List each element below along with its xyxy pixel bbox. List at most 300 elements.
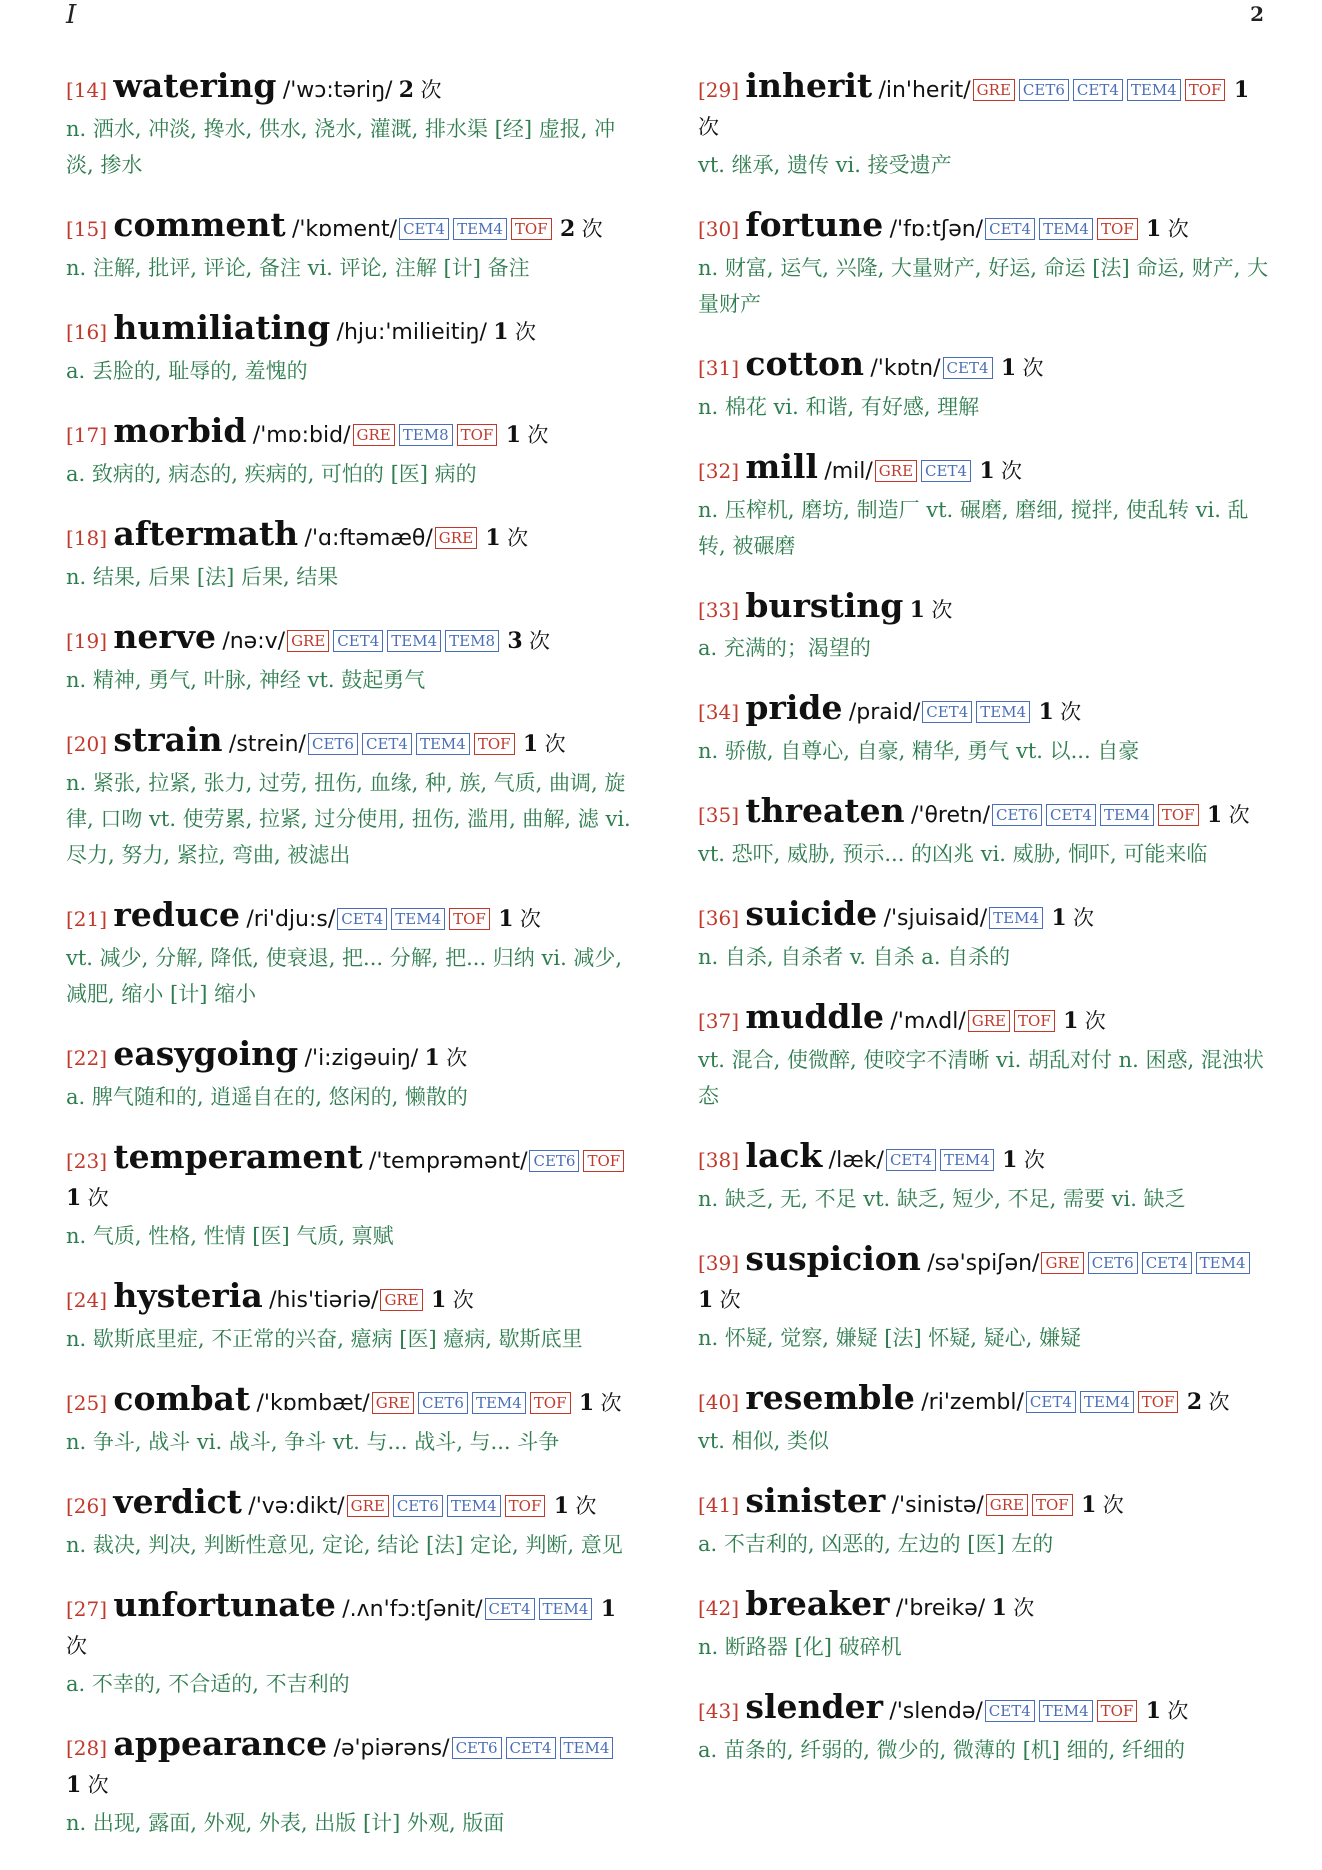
entry-index: [22] [66, 1046, 108, 1070]
exam-tag-tem4: TEM4 [1100, 804, 1154, 826]
entry-headline [66, 1587, 636, 1664]
count-unit: 次 [1084, 1009, 1106, 1033]
phonetic: /ri'dju:s/ [246, 907, 336, 932]
entry-headline [698, 588, 1270, 628]
exam-tag-cet4: CET4 [337, 908, 387, 930]
phonetic: /'temprəmənt/ [368, 1149, 528, 1174]
exam-tag-tem4: TEM4 [472, 1392, 526, 1414]
exam-tag-cet4: CET4 [399, 218, 449, 240]
occurrence-count: 1 [600, 1596, 617, 1622]
headword: humiliating [113, 308, 331, 347]
phonetic: /.ʌn'fɔ:tʃənit/ [342, 1597, 483, 1622]
occurrence-count: 1 [698, 1287, 714, 1313]
occurrence-count: 1 [1051, 905, 1067, 931]
entry-index: [28] [66, 1736, 108, 1760]
count-unit: 次 [66, 1634, 87, 1658]
entry-headline [66, 1484, 636, 1525]
occurrence-count: 1 [498, 906, 514, 932]
phonetic: /strein/ [228, 732, 306, 757]
exam-tag-tof: TOF [449, 908, 490, 930]
count-unit: 次 [575, 1494, 597, 1518]
phonetic: /'ɑ:ftəmæθ/ [304, 526, 433, 551]
right-column [698, 68, 1270, 1792]
exam-tag-tof: TOF [1138, 1391, 1179, 1413]
entry-headline [698, 896, 1270, 937]
phonetic: /'i:zigəuiŋ/ [304, 1046, 419, 1071]
entry-index: [40] [698, 1390, 740, 1414]
exam-tag-tof: TOF [583, 1150, 624, 1172]
count-unit: 次 [507, 526, 529, 550]
phonetic: /'fɒ:tʃən/ [889, 217, 984, 242]
vocab-entry [66, 207, 636, 286]
exam-tag-gre: GRE [986, 1494, 1028, 1516]
entry-headline [698, 1483, 1270, 1524]
entry-index: [30] [698, 217, 740, 241]
occurrence-count: 2 [398, 77, 415, 103]
phonetic: /'kɒtn/ [870, 356, 941, 381]
entry-index: [33] [698, 598, 740, 622]
exam-tag-gre: GRE [973, 79, 1015, 101]
exam-tag-tof: TOF [511, 218, 552, 240]
count-unit: 次 [600, 1391, 622, 1415]
definition: vt. 相似, 类似 [698, 1429, 830, 1453]
vocab-entry [66, 1484, 636, 1563]
headword: appearance [113, 1724, 328, 1763]
headword: comment [113, 205, 286, 244]
exam-tag-cet4: CET4 [1046, 804, 1096, 826]
entry-headline [698, 1586, 1270, 1627]
headword: breaker [745, 1584, 890, 1623]
headword: muddle [745, 997, 885, 1036]
phonetic: /hju:'milieitiŋ/ [336, 320, 487, 345]
definition: n. 精神, 勇气, 叶脉, 神经 vt. 鼓起勇气 [66, 668, 426, 692]
exam-tag-tem4: TEM4 [387, 630, 441, 652]
occurrence-count: 1 [1038, 699, 1054, 725]
entry-headline [66, 897, 636, 938]
definition: n. 怀疑, 觉察, 嫌疑 [法] 怀疑, 疑心, 嫌疑 [698, 1326, 1082, 1350]
vocab-entry [66, 619, 636, 698]
phonetic: /'mʌdl/ [890, 1009, 966, 1034]
exam-tag-cet4: CET4 [1026, 1391, 1076, 1413]
headword: unfortunate [113, 1585, 336, 1624]
exam-tag-gre: GRE [1041, 1252, 1083, 1274]
phonetic: /'sinistə/ [891, 1493, 984, 1518]
occurrence-count: 1 [578, 1390, 595, 1416]
occurrence-count: 2 [560, 216, 576, 242]
headword: watering [113, 66, 277, 105]
count-unit: 次 [931, 598, 953, 622]
definition: vt. 减少, 分解, 降低, 使衰退, 把... 分解, 把... 归纳 vi. 减少, 减肥, 缩小 [计] 缩小 [66, 946, 623, 1006]
vocab-entry [66, 413, 636, 492]
phonetic: /nə:v/ [222, 629, 286, 654]
vocab-entry [698, 1586, 1270, 1665]
definition: vt. 继承, 遗传 vi. 接受遗产 [698, 153, 952, 177]
entry-headline [66, 722, 636, 763]
entry-index: [23] [66, 1149, 108, 1173]
exam-tag-tem8: TEM8 [399, 424, 453, 446]
vocab-entry [698, 896, 1270, 975]
occurrence-count: 1 [66, 1185, 82, 1211]
count-unit: 次 [1023, 1148, 1045, 1172]
phonetic: /'kɒment/ [291, 217, 398, 242]
exam-tag-tem4: TEM4 [453, 218, 507, 240]
exam-tag-gre: GRE [353, 424, 395, 446]
count-unit: 次 [1022, 356, 1044, 380]
occurrence-count: 1 [1233, 77, 1250, 103]
vocab-entry [698, 1138, 1270, 1217]
entry-index: [25] [66, 1391, 108, 1415]
occurrence-count: 1 [1206, 802, 1223, 828]
definition: a. 致病的, 病态的, 疾病的, 可怕的 [医] 病的 [66, 462, 477, 486]
exam-tag-tof: TOF [1032, 1494, 1073, 1516]
exam-tag-cet6: CET6 [418, 1392, 468, 1414]
definition: n. 争斗, 战斗 vi. 战斗, 争斗 vt. 与... 战斗, 与... 斗争 [66, 1430, 560, 1454]
vocab-entry [66, 1278, 636, 1357]
phonetic: /ri'zembl/ [921, 1390, 1024, 1415]
definition: a. 不吉利的, 凶恶的, 左边的 [医] 左的 [698, 1532, 1054, 1556]
exam-tag-cet4: CET4 [921, 460, 971, 482]
vocab-entry [698, 68, 1270, 183]
exam-tag-gre: GRE [875, 460, 917, 482]
headword: aftermath [113, 514, 299, 553]
page-header-letter: I [66, 0, 77, 30]
vocab-entry [66, 1139, 636, 1254]
occurrence-count: 1 [1145, 1698, 1162, 1724]
entry-headline [698, 999, 1270, 1040]
entry-index: [21] [66, 907, 108, 931]
headword: nerve [113, 617, 216, 656]
count-unit: 次 [420, 78, 442, 102]
headword: easygoing [113, 1034, 299, 1073]
entry-headline [698, 793, 1270, 834]
definition: n. 自杀, 自杀者 v. 自杀 a. 自杀的 [698, 945, 1011, 969]
headword: lack [745, 1136, 823, 1175]
occurrence-count: 1 [553, 1493, 570, 1519]
count-unit: 次 [544, 732, 566, 756]
exam-tag-tof: TOF [1097, 218, 1138, 240]
vocab-entry [66, 1726, 636, 1841]
entry-index: [16] [66, 320, 108, 344]
vocab-entry [66, 1381, 636, 1460]
occurrence-count: 2 [1186, 1389, 1203, 1415]
exam-tag-tof: TOF [1185, 79, 1226, 101]
count-unit: 次 [1060, 700, 1082, 724]
exam-tag-cet4: CET4 [1142, 1252, 1192, 1274]
exam-tag-tof: TOF [457, 424, 498, 446]
count-unit: 次 [719, 1288, 741, 1312]
entry-headline [66, 619, 636, 660]
headword: pride [745, 688, 843, 727]
exam-tag-tem8: TEM8 [445, 630, 499, 652]
headword: slender [745, 1687, 883, 1726]
entry-headline [66, 1139, 636, 1216]
entry-index: [26] [66, 1494, 108, 1518]
vocab-entry [698, 207, 1270, 322]
exam-tag-gre: GRE [347, 1495, 389, 1517]
occurrence-count: 3 [507, 628, 523, 654]
definition: n. 歇斯底里症, 不正常的兴奋, 癔病 [医] 癔病, 歇斯底里 [66, 1327, 583, 1351]
exam-tag-gre: GRE [372, 1392, 414, 1414]
exam-tag-cet6: CET6 [308, 733, 358, 755]
exam-tag-cet4: CET4 [985, 1700, 1035, 1722]
phonetic: /'sjuisaid/ [883, 906, 988, 931]
exam-tag-cet4: CET4 [943, 357, 993, 379]
entry-headline [698, 1138, 1270, 1179]
exam-tag-tem4: TEM4 [976, 701, 1030, 723]
vocab-entry [66, 68, 636, 183]
entry-index: [15] [66, 217, 108, 241]
occurrence-count: 1 [1002, 1147, 1018, 1173]
vocab-entry [698, 449, 1270, 564]
exam-tag-cet6: CET6 [1019, 79, 1069, 101]
phonetic: /praid/ [848, 700, 921, 725]
count-unit: 次 [446, 1046, 468, 1070]
entry-headline [66, 413, 636, 454]
count-unit: 次 [581, 217, 603, 241]
headword: fortune [745, 205, 884, 244]
phonetic: /'kɒmbæt/ [256, 1391, 370, 1416]
headword: cotton [745, 344, 865, 383]
exam-tag-cet4: CET4 [1073, 79, 1123, 101]
definition: n. 出现, 露面, 外观, 外表, 出版 [计] 外观, 版面 [66, 1811, 505, 1835]
count-unit: 次 [1102, 1493, 1124, 1517]
count-unit: 次 [1167, 217, 1189, 241]
vocab-entry [698, 1689, 1270, 1768]
occurrence-count: 1 [1081, 1492, 1097, 1518]
exam-tag-cet4: CET4 [362, 733, 412, 755]
count-unit: 次 [1001, 459, 1023, 483]
definition: n. 棉花 vi. 和谐, 有好感, 理解 [698, 395, 980, 419]
definition: vt. 混合, 使微醉, 使咬字不清晰 vi. 胡乱对付 n. 困惑, 混浊状态 [698, 1048, 1264, 1108]
occurrence-count: 1 [66, 1772, 82, 1798]
exam-tag-tem4: TEM4 [1039, 218, 1093, 240]
entry-index: [14] [66, 78, 108, 102]
exam-tag-tem4: TEM4 [989, 907, 1043, 929]
headword: inherit [745, 66, 873, 105]
definition: a. 脾气随和的, 逍遥自在的, 悠闲的, 懒散的 [66, 1085, 468, 1109]
headword: sinister [745, 1481, 886, 1520]
exam-tag-tem4: TEM4 [416, 733, 470, 755]
definition: n. 财富, 运气, 兴隆, 大量财产, 好运, 命运 [法] 命运, 财产, 大量财产 [698, 256, 1269, 316]
occurrence-count: 1 [424, 1045, 440, 1071]
count-unit: 次 [698, 115, 719, 139]
definition: n. 裁决, 判决, 判断性意见, 定论, 结论 [法] 定论, 判断, 意见 [66, 1533, 623, 1557]
occurrence-count: 1 [1063, 1008, 1079, 1034]
entry-index: [29] [698, 78, 740, 102]
vocab-entry [66, 1036, 636, 1115]
exam-tag-tem4: TEM4 [1127, 79, 1181, 101]
entry-index: [37] [698, 1009, 740, 1033]
headword: suspicion [745, 1239, 921, 1278]
count-unit: 次 [87, 1186, 109, 1210]
headword: strain [113, 720, 223, 759]
occurrence-count: 1 [1000, 355, 1017, 381]
exam-tag-tem4: TEM4 [940, 1149, 994, 1171]
exam-tag-tem4: TEM4 [1196, 1252, 1250, 1274]
page-number: 2 [1250, 2, 1264, 26]
count-unit: 次 [514, 320, 536, 344]
definition: n. 结果, 后果 [法] 后果, 结果 [66, 565, 339, 589]
phonetic: /'slendə/ [889, 1699, 983, 1724]
phonetic: /sə'spiʃən/ [927, 1251, 1040, 1276]
exam-tag-cet4: CET4 [985, 218, 1035, 240]
exam-tag-cet4: CET4 [485, 1598, 535, 1620]
count-unit: 次 [529, 629, 551, 653]
count-unit: 次 [87, 1773, 109, 1797]
exam-tag-tof: TOF [1014, 1010, 1055, 1032]
phonetic: /'wɔ:təriŋ/ [282, 78, 393, 103]
definition: n. 注解, 批评, 评论, 备注 vi. 评论, 注解 [计] 备注 [66, 256, 530, 280]
count-unit: 次 [452, 1288, 474, 1312]
vocab-entry [698, 346, 1270, 425]
entry-headline [66, 1036, 636, 1077]
headword: hysteria [113, 1276, 263, 1315]
phonetic: /his'tiəriə/ [269, 1288, 379, 1313]
vocab-entry [698, 1483, 1270, 1562]
exam-tag-tem4: TEM4 [391, 908, 445, 930]
entry-index: [20] [66, 732, 108, 756]
entry-headline [66, 1726, 636, 1803]
vocab-entry [66, 1587, 636, 1702]
definition: n. 洒水, 冲淡, 搀水, 供水, 浇水, 灌溉, 排水渠 [经] 虚报, 冲淡, 掺水 [66, 117, 616, 177]
exam-tag-cet6: CET6 [393, 1495, 443, 1517]
exam-tag-gre: GRE [287, 630, 329, 652]
vocab-entry [66, 310, 636, 389]
exam-tag-tem4: TEM4 [1080, 1391, 1134, 1413]
count-unit: 次 [1013, 1596, 1035, 1620]
vocab-entry [698, 588, 1270, 666]
entry-headline [66, 516, 636, 557]
exam-tag-tem4: TEM4 [447, 1495, 501, 1517]
phonetic: /in'herit/ [878, 78, 971, 103]
entry-headline [698, 207, 1270, 248]
exam-tag-tof: TOF [530, 1392, 571, 1414]
definition: n. 断路器 [化] 破碎机 [698, 1635, 902, 1659]
occurrence-count: 1 [1146, 216, 1162, 242]
phonetic: /'mɒ:bid/ [252, 423, 351, 448]
entry-index: [42] [698, 1596, 740, 1620]
phonetic: /ə'piərəns/ [333, 1736, 450, 1761]
entry-index: [36] [698, 906, 740, 930]
entry-headline [698, 68, 1270, 145]
occurrence-count: 1 [522, 731, 539, 757]
exam-tag-cet6: CET6 [529, 1150, 579, 1172]
exam-tag-gre: GRE [435, 527, 477, 549]
entry-index: [41] [698, 1493, 740, 1517]
entry-headline [698, 1380, 1270, 1421]
exam-tag-tof: TOF [1158, 804, 1199, 826]
headword: verdict [113, 1482, 242, 1521]
headword: combat [113, 1379, 251, 1418]
entry-index: [19] [66, 629, 108, 653]
entry-index: [17] [66, 423, 108, 447]
occurrence-count: 1 [991, 1595, 1007, 1621]
occurrence-count: 1 [979, 458, 995, 484]
entry-headline [698, 346, 1270, 387]
exam-tag-tem4: TEM4 [539, 1598, 593, 1620]
definition: vt. 恐吓, 威胁, 预示... 的凶兆 vi. 威胁, 恫吓, 可能来临 [698, 842, 1208, 866]
vocab-entry [698, 690, 1270, 769]
entry-headline [66, 1381, 636, 1422]
count-unit: 次 [1208, 1390, 1230, 1414]
headword: suicide [745, 894, 878, 933]
exam-tag-cet4: CET4 [333, 630, 383, 652]
definition: n. 骄傲, 自尊心, 自豪, 精华, 勇气 vt. 以... 自豪 [698, 739, 1140, 763]
headword: resemble [745, 1378, 915, 1417]
entry-index: [27] [66, 1597, 108, 1621]
exam-tag-tof: TOF [474, 733, 515, 755]
definition: a. 苗条的, 纤弱的, 微少的, 微薄的 [机] 细的, 纤细的 [698, 1738, 1186, 1762]
entry-index: [18] [66, 526, 108, 550]
vocab-entry [66, 897, 636, 1012]
phonetic: /læk/ [828, 1148, 884, 1173]
exam-tag-gre: GRE [380, 1289, 422, 1311]
definition: n. 缺乏, 无, 不足 vt. 缺乏, 短少, 不足, 需要 vi. 缺乏 [698, 1187, 1186, 1211]
entry-headline [698, 449, 1270, 490]
entry-headline [66, 68, 636, 109]
definition: n. 压榨机, 磨坊, 制造厂 vt. 碾磨, 磨细, 搅拌, 使乱转 vi. 乱转, 被碾磨 [698, 498, 1249, 558]
occurrence-count: 1 [493, 319, 509, 345]
entry-index: [39] [698, 1251, 740, 1275]
phonetic: /'breikə/ [895, 1596, 986, 1621]
definition: n. 紧张, 拉紧, 张力, 过劳, 扭伤, 血缘, 种, 族, 气质, 曲调, 旋律, 口吻 vt. 使劳累, 拉紧, 过分使用, 扭伤, 滥用, 曲解, 滤 vi. 尽力, 努力, 紧拉, 弯曲, 被滤出 [66, 771, 631, 867]
definition: a. 充满的；渴望的 [698, 636, 871, 660]
definition: a. 不幸的, 不合适的, 不吉利的 [66, 1672, 350, 1696]
count-unit: 次 [1167, 1699, 1189, 1723]
occurrence-count: 1 [485, 525, 501, 551]
exam-tag-cet4: CET4 [922, 701, 972, 723]
entry-index: [38] [698, 1148, 740, 1172]
exam-tag-cet6: CET6 [1088, 1252, 1138, 1274]
occurrence-count: 1 [431, 1287, 447, 1313]
entry-index: [32] [698, 459, 740, 483]
definition: n. 气质, 性格, 性情 [医] 气质, 禀赋 [66, 1224, 394, 1248]
exam-tag-cet4: CET4 [506, 1737, 556, 1759]
vocab-entry [66, 722, 636, 873]
definition: a. 丢脸的, 耻辱的, 羞愧的 [66, 359, 308, 383]
headword: bursting [745, 586, 904, 625]
vocab-entry [698, 1241, 1270, 1356]
entry-index: [24] [66, 1288, 108, 1312]
entry-headline [698, 1689, 1270, 1730]
exam-tag-tof: TOF [1097, 1700, 1138, 1722]
headword: threaten [745, 791, 905, 830]
entry-headline [698, 690, 1270, 731]
exam-tag-cet4: CET4 [886, 1149, 936, 1171]
headword: morbid [113, 411, 247, 450]
left-column [66, 68, 636, 1865]
entry-headline [66, 1278, 636, 1319]
count-unit: 次 [519, 907, 541, 931]
headword: reduce [113, 895, 240, 934]
entry-headline [66, 207, 636, 248]
entry-headline [66, 310, 636, 351]
headword: temperament [113, 1137, 363, 1176]
exam-tag-cet6: CET6 [992, 804, 1042, 826]
count-unit: 次 [1073, 906, 1095, 930]
entry-index: [43] [698, 1699, 740, 1723]
entry-index: [31] [698, 356, 740, 380]
count-unit: 次 [527, 423, 549, 447]
headword: mill [745, 447, 818, 486]
exam-tag-gre: GRE [968, 1010, 1010, 1032]
phonetic: /'və:dikt/ [248, 1494, 345, 1519]
vocab-entry [698, 793, 1270, 872]
exam-tag-tem4: TEM4 [1039, 1700, 1093, 1722]
entry-index: [34] [698, 700, 740, 724]
occurrence-count: 1 [909, 597, 925, 623]
entry-index: [35] [698, 803, 740, 827]
